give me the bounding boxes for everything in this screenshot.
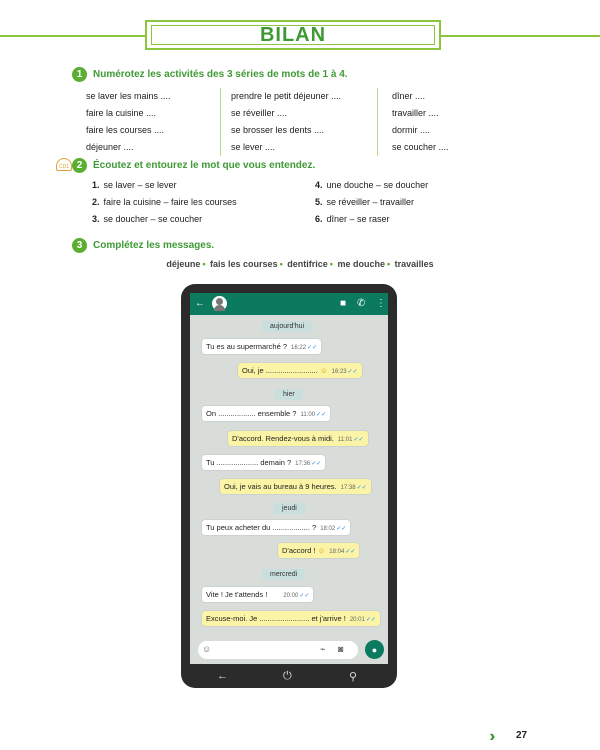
series-3 [378, 88, 449, 156]
series-2 [221, 88, 378, 156]
chat-screen [190, 293, 388, 664]
date-separator: jeudi [274, 503, 305, 514]
message-input[interactable] [198, 641, 358, 659]
section-2-header [72, 158, 315, 173]
section-title: Complétez les messages. [93, 240, 215, 251]
message-incoming: Tu peux acheter du .................. ? 18:02✓✓ [202, 520, 350, 535]
page-number: 27 [516, 730, 528, 741]
message-incoming: Tu es au supermarché ? 16:22✓✓ [202, 339, 321, 354]
date-separator: hier [275, 389, 303, 400]
section-3-header [72, 238, 214, 253]
section-title: Écoutez et entourez le mot que vous entendez. [93, 160, 316, 171]
camera-icon[interactable]: ◙ [338, 644, 344, 654]
series-item: se réveiller .... [231, 108, 288, 118]
series-columns [86, 88, 449, 156]
series-item: se laver les mains .... [86, 91, 171, 101]
section-number: 3 [72, 238, 87, 253]
more-options-icon[interactable]: ⋮ [376, 298, 386, 309]
video-call-icon[interactable]: ■ [340, 298, 347, 309]
avatar[interactable] [212, 296, 227, 311]
message-outgoing: D'accord ! ☺ 18:04✓✓ [278, 543, 359, 558]
word: travailles [394, 259, 434, 269]
date-separator: mercredi [262, 569, 305, 580]
list-item: 3. se doucher – se coucher [92, 214, 203, 224]
section-title: Numérotez les activités des 3 séries de mots de 1 à 4. [93, 69, 348, 80]
nav-home-icon[interactable]: ⏻ [283, 670, 292, 682]
page-title: BILAN [259, 23, 327, 46]
message-incoming: Vite ! Je t'attends ! 20:00✓✓ [202, 587, 313, 602]
series-item: se coucher .... [392, 142, 449, 152]
word-bank: déjeune • fais les courses • dentifrice • me douche • travailles [166, 259, 434, 269]
word: me douche [337, 259, 385, 269]
word: fais les courses [210, 259, 278, 269]
phone-call-icon[interactable]: ✆ [357, 298, 366, 309]
series-1 [86, 88, 221, 156]
list-item: 6. dîner – se raser [315, 214, 390, 224]
series-item: prendre le petit déjeuner .... [231, 91, 342, 101]
chat-app-bar [190, 293, 388, 315]
attach-icon[interactable]: ⌁ [320, 644, 326, 654]
series-item: dormir .... [392, 125, 431, 135]
emoji-icon[interactable]: ☺ [202, 644, 212, 654]
series-item: faire les courses .... [86, 125, 165, 135]
mic-icon[interactable]: ● [365, 640, 384, 659]
phone-mockup [181, 284, 397, 688]
message-incoming: On .................. ensemble ? 11:00✓✓ [202, 406, 330, 421]
audio-headphones-icon[interactable]: CD1 [56, 158, 72, 171]
message-outgoing: Oui, je vais au bureau à 9 heures. 17:38✓✓ [220, 479, 371, 494]
list-item: 2. faire la cuisine – faire les courses [92, 197, 237, 207]
word: dentifrice [287, 259, 328, 269]
section-number: 2 [72, 158, 87, 173]
series-item: travailler .... [392, 108, 439, 118]
word: déjeune [166, 259, 201, 269]
section-number: 1 [72, 67, 87, 82]
nav-search-icon[interactable]: ⚲ [349, 671, 358, 683]
series-item: faire la cuisine .... [86, 108, 157, 118]
nav-back-icon[interactable]: ← [217, 670, 228, 682]
message-outgoing: Excuse-moi. Je ........................ et j'arrive ! 20:01✓✓ [202, 611, 380, 626]
series-item: dîner .... [392, 91, 426, 101]
date-separator: aujourd'hui [262, 321, 312, 332]
series-item: se lever .... [231, 142, 276, 152]
section-1-header [72, 67, 348, 82]
list-item: 5. se réveiller – travailler [315, 197, 415, 207]
back-arrow-icon[interactable]: ← [195, 298, 205, 309]
message-incoming: Tu .................... demain ? 17:36✓✓ [202, 455, 325, 470]
message-outgoing: Oui, je ......................... ☺ 16:23✓✓ [238, 363, 362, 378]
series-item: se brosser les dents .... [231, 125, 325, 135]
list-item: 1. se laver – se lever [92, 180, 177, 190]
series-item: déjeuner .... [86, 142, 134, 152]
list-item: 4. une douche – se doucher [315, 180, 429, 190]
title-box [145, 20, 441, 50]
message-outgoing: D'accord. Rendez-vous à midi. 11:01✓✓ [228, 431, 368, 446]
